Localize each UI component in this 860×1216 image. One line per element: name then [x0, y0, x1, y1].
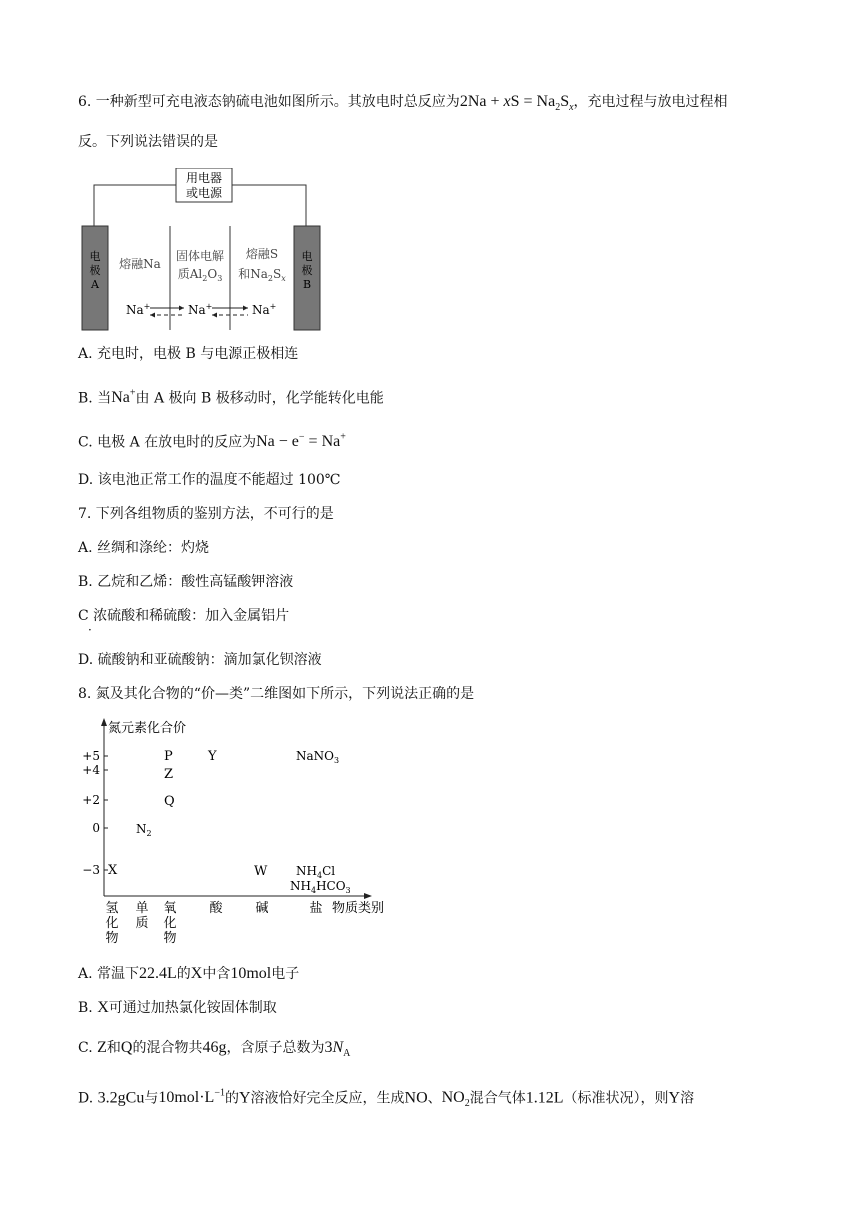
electrode-b-char1: 电	[301, 250, 313, 263]
x-cat-base: 碱	[255, 901, 269, 916]
arrow-right-1-head	[179, 306, 184, 311]
valence-class-chart	[78, 716, 398, 952]
q7-option-a: A. 丝绸和涤纶：灼烧	[78, 540, 210, 556]
ion-label-mid: Na+	[188, 302, 213, 317]
y-tick-minus3: −3	[82, 863, 100, 877]
q8-option-c: C. Z和Q的混合物共46g，含原子总数为$3N_A$	[78, 1039, 351, 1060]
right-region-label-1: 熔融S	[245, 247, 279, 261]
electrode-a-char3: A	[91, 278, 99, 291]
x-cat-element-2: 质	[135, 916, 149, 931]
y-axis-title: 氮元素化合价	[108, 721, 187, 736]
ion-label-right: Na+	[252, 302, 277, 317]
arrow-left-2-head	[212, 313, 217, 318]
y-tick-plus4: +4	[82, 763, 100, 777]
electrode-b-char3: B	[302, 278, 312, 291]
q8-option-a: A. 常温下22.4L的X中含10mol电子	[78, 965, 300, 982]
y-tick-zero: 0	[92, 821, 100, 835]
q8-stem: 8. 氮及其化合物的“价—类”二维图如下所示，下列说法正确的是	[78, 686, 475, 702]
electrode-a-char1: 电	[89, 250, 101, 263]
point-n2: $N_2$	[136, 822, 152, 838]
x-cat-oxide-3: 物	[163, 931, 177, 946]
arrow-left-1-head	[150, 313, 155, 318]
q6-stem-prefix: 6. 一种新型可充电液态钠硫电池如图所示。其放电时总反应为	[78, 94, 460, 110]
x-axis-arrow	[364, 893, 372, 899]
x-cat-hydride-2: 化	[105, 916, 119, 931]
ion-label-left: Na+	[126, 302, 151, 317]
point-q: Q	[164, 794, 175, 809]
electrolyte-label-1: 固体电解	[175, 249, 225, 263]
point-z: Z	[164, 767, 174, 782]
q6-option-d: D. 该电池正常工作的温度不能超过 100℃	[78, 472, 341, 488]
q8-option-b: B. X可通过加热氯化铵固体制取	[78, 999, 277, 1016]
electrode-b-char2: 极	[301, 264, 313, 277]
x-cat-oxide-2: 化	[163, 916, 177, 931]
arrow-right-2-head	[243, 306, 248, 311]
q6-option-c: C. 电极 A 在放电时的反应为Na − e− = Na+	[78, 432, 346, 451]
left-region-label: 熔融Na	[119, 257, 161, 271]
electrode-a-char2: 极	[89, 264, 101, 277]
q7-option-d: D. 硫酸钠和亚硫酸钠：滴加氯化钡溶液	[78, 652, 322, 668]
device-label-1: 用电器	[185, 171, 223, 185]
q6-stem-line2: 反。下列说法错误的是	[78, 134, 218, 150]
battery-diagram	[80, 168, 322, 332]
q7-option-b: B. 乙烷和乙烯：酸性高锰酸钾溶液	[78, 574, 294, 590]
point-nh4hco3: $NH_4HCO_3$	[290, 879, 351, 895]
y-axis-arrow	[101, 718, 107, 726]
q7-option-c-dot: ·	[88, 623, 92, 637]
point-p: P	[164, 749, 173, 764]
point-nano3: NaNO$_3$	[296, 749, 340, 765]
wire-right	[232, 185, 306, 226]
q8-option-d: D. 3.2gCu与$10mol\cdot L^{-1}$的Y溶液恰好完全反应，生成NO、$NO_2$混合气体1.12L（标准状况），则Y溶	[78, 1088, 695, 1110]
x-cat-oxide-1: 氧	[163, 901, 177, 916]
point-nh4cl: $NH_4Cl$	[296, 864, 336, 880]
x-cat-element-1: 单	[135, 901, 149, 916]
wire-left	[94, 185, 176, 226]
q6-reaction-equation: 2Na + xS = $Na_2S_x$	[459, 93, 574, 114]
electrolyte-label-2: 质$Al_2O_3$	[177, 267, 223, 283]
q6-stem-line1	[78, 92, 728, 118]
x-axis-title: 物质类别	[332, 901, 385, 916]
device-label-2: 或电源	[185, 186, 223, 200]
q7-option-c: C 浓硫酸和稀硫酸：加入金属铝片	[78, 608, 290, 624]
point-y: Y	[208, 749, 217, 764]
q7-stem: 7. 下列各组物质的鉴别方法，不可行的是	[78, 506, 334, 522]
x-cat-hydride-1: 氢	[105, 901, 119, 916]
q6-option-b: B. 当Na+由 A 极向 B 极移动时，化学能转化电能	[78, 388, 384, 407]
x-cat-salt: 盐	[309, 901, 323, 916]
y-tick-plus5: +5	[82, 749, 100, 763]
x-cat-hydride-3: 物	[105, 931, 119, 946]
y-tick-plus2: +2	[82, 793, 100, 807]
x-cat-acid: 酸	[209, 901, 223, 916]
q6-option-a: A. 充电时，电极 B 与电源正极相连	[78, 346, 299, 362]
q6-stem-suffix: ，充电过程与放电过程相	[573, 94, 728, 110]
point-x: X	[108, 863, 118, 878]
right-region-label-2: 和$Na_2S_x$	[238, 267, 286, 283]
point-w: W	[254, 864, 268, 879]
